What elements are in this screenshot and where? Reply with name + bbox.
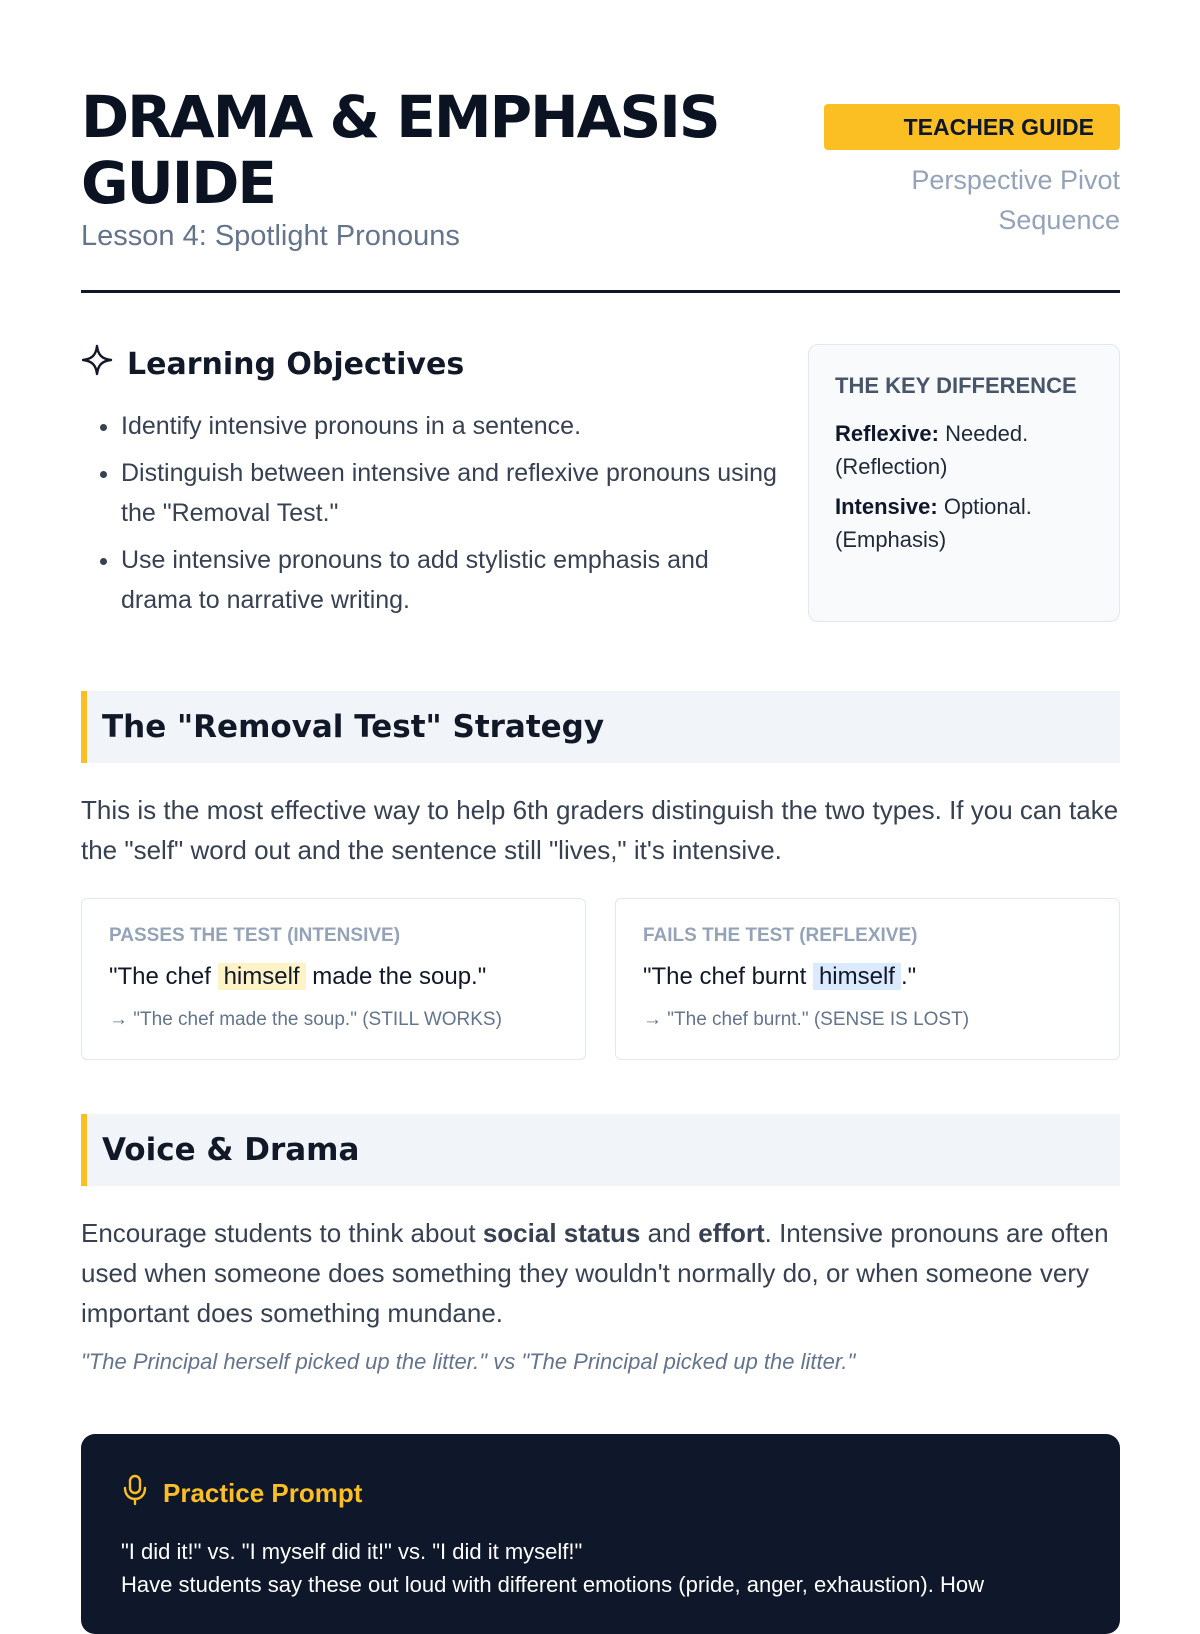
voice-text-3: . Intensive pronouns are often used when someone does something they wouldn't normally do, or when someone very important does something mundane.: [81, 1218, 1109, 1328]
lesson-subtitle: Lesson 4: Spotlight Pronouns: [81, 220, 460, 252]
voice-text-1: Encourage students to think about: [81, 1218, 483, 1248]
intensive-pronoun-highlight: himself: [218, 963, 306, 990]
voice-text-2: and: [640, 1218, 699, 1248]
key-difference-title: THE KEY DIFFERENCE: [835, 373, 1077, 398]
fails-test-label: FAILS THE TEST (REFLEXIVE): [643, 925, 918, 946]
effort-emphasis: effort: [698, 1218, 765, 1248]
microphone-icon: [121, 1474, 149, 1513]
example-quote: "The Principal herself picked up the litter." vs "The Principal picked up the litter.": [81, 1349, 856, 1374]
objectives-list: [81, 406, 781, 620]
removal-test-heading: The "Removal Test" Strategy: [102, 709, 605, 745]
passes-test-card: [81, 898, 586, 1060]
objective-item: • Distinguish between intensive and reflexive pronouns using the "Removal Test.": [121, 453, 781, 533]
practice-line-1: "I did it!" vs. "I myself did it!" vs. "I did it myself!": [121, 1539, 583, 1564]
sentence-start: "The chef burnt: [643, 963, 813, 990]
fails-test-result: → "The chef burnt." (SENSE IS LOST): [643, 1009, 970, 1030]
passes-test-result: → "The chef made the soup." (STILL WORKS): [109, 1009, 502, 1030]
objectives-heading-text: Learning Objectives: [127, 346, 465, 382]
intensive-label: Intensive:: [835, 494, 938, 519]
reflexive-text: Needed. (Reflection): [835, 421, 1029, 479]
practice-prompt-header: [121, 1474, 1080, 1513]
header: [81, 84, 1120, 293]
page-title: DRAMA & EMPHASIS GUIDE: [81, 83, 719, 217]
reflexive-label: Reflexive:: [835, 421, 939, 446]
fails-test-card: [615, 898, 1120, 1060]
objective-item: • Use intensive pronouns to add stylistic emphasis and drama to narrative writing.: [121, 540, 781, 620]
intensive-definition: [835, 490, 1093, 556]
voice-drama-heading: Voice & Drama: [102, 1132, 360, 1168]
passes-test-label: PASSES THE TEST (INTENSIVE): [109, 925, 401, 946]
practice-line-2: Have students say these out loud with different emotions (pride, anger, exhaustion). How: [121, 1572, 984, 1597]
practice-prompt-heading: Practice Prompt: [163, 1478, 363, 1508]
removal-test-description: This is the most effective way to help 6th graders distinguish the two types. If you can take the "self" word out and the sentence still "lives," it's intensive.: [81, 795, 1119, 865]
practice-prompt-box: [81, 1434, 1120, 1634]
objectives-heading: [81, 344, 781, 384]
key-difference-box: [808, 344, 1120, 622]
objective-item: • Identify intensive pronouns in a sentence.: [121, 406, 781, 446]
reflexive-pronoun-highlight: himself: [813, 963, 901, 990]
teacher-guide-badge: TEACHER GUIDE: [824, 104, 1120, 150]
passes-test-sentence: [109, 961, 558, 993]
reflexive-definition: [835, 417, 1093, 483]
intensive-text: Optional. (Emphasis): [835, 494, 1032, 552]
sparkle-icon: [81, 344, 113, 384]
voice-drama-paragraph: [81, 1213, 1120, 1333]
removal-test-section-header: [81, 691, 1120, 763]
learning-objectives: [81, 344, 781, 627]
sentence-end: made the soup.": [305, 963, 487, 990]
voice-drama-section-header: [81, 1114, 1120, 1186]
practice-prompt-text: [121, 1535, 1080, 1601]
fails-test-sentence: [643, 961, 1092, 993]
sentence-start: "The chef: [109, 963, 218, 990]
social-status-emphasis: social status: [482, 1218, 641, 1248]
sequence-label: Perspective Pivot Sequence: [911, 165, 1120, 235]
sentence-end: .": [900, 963, 917, 990]
